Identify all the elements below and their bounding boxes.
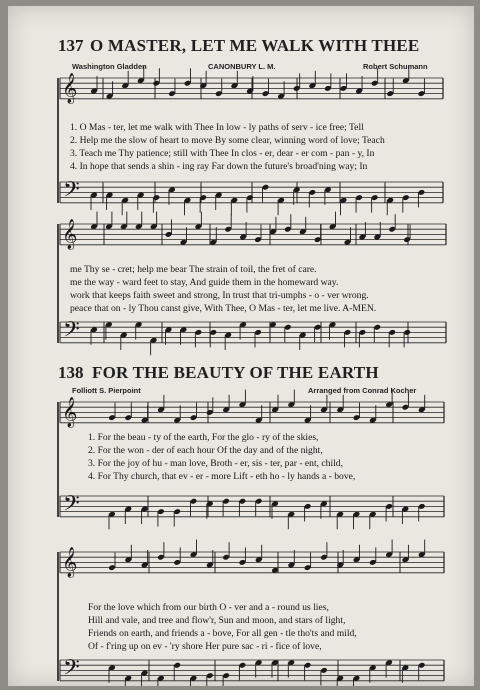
hymn-138-verse-3-line-1: 3. For the joy of hu - man love, Broth - er, sis - ter, par - ent, child, bbox=[88, 458, 344, 469]
hymn-137-number: 137 bbox=[58, 36, 84, 55]
hymn-137-tune: CANONBURY L. M. bbox=[208, 62, 276, 71]
hymn-138-verse-4-line-1: 4. For Thy church, that ev - er - more Lift - eth ho - ly hands a - bove, bbox=[88, 471, 356, 482]
hymn-137-verse-2-line-2: me the way - ward feet to stay, And guide them in the homeward way. bbox=[70, 277, 339, 288]
treble-clef-icon: 𝄞 bbox=[62, 219, 78, 250]
hymn-137-composer: Robert Schumann bbox=[363, 62, 428, 71]
hymn-138-verse-2-line-2: Hill and vale, and tree and flow'r, Sun and moon, and stars of light, bbox=[88, 615, 346, 626]
hymn-137-verse-1-line-2: me Thy se - cret; help me bear The strain of toil, the fret of care. bbox=[70, 264, 317, 275]
hymn-137-verse-2-line-1: 2. Help me the slow of heart to move By some clear, winning word of love; Teach bbox=[70, 135, 385, 146]
music-notation bbox=[8, 6, 474, 686]
hymn-138-verse-3-line-2: Friends on earth, and friends a - bove, For all gen - tle tho'ts and mild, bbox=[88, 628, 357, 639]
hymn-137-title: O MASTER, LET ME WALK WITH THEE bbox=[90, 36, 420, 55]
treble-clef-icon: 𝄞 bbox=[62, 397, 78, 428]
bass-clef-icon: 𝄢 bbox=[63, 317, 80, 348]
bass-clef-icon: 𝄢 bbox=[63, 491, 80, 522]
hymn-138-verse-4-line-2: Of - f'ring up on ev - 'ry shore Her pure sac - ri - fice of love, bbox=[88, 641, 322, 652]
hymn-137-verse-4-line-1: 4. In hope that sends a shin - ing ray Far down the future's broad'ning way; In bbox=[70, 161, 368, 172]
hymn-138-verse-1-line-2: For the love which from our birth O - ver and a - round us lies, bbox=[88, 602, 329, 613]
bass-clef-icon: 𝄢 bbox=[63, 177, 80, 208]
hymn-138-number: 138 bbox=[58, 363, 84, 382]
hymn-137-verse-4-line-2: peace that on - ly Thou canst give, With Thee, O Mas - ter, let me live. A-MEN. bbox=[70, 303, 377, 314]
hymn-138-verse-2-line-1: 2. For the won - der of each hour Of the day and of the night, bbox=[88, 445, 323, 456]
hymn-137-author: Washington Gladden bbox=[72, 62, 147, 71]
treble-clef-icon: 𝄞 bbox=[62, 547, 78, 578]
hymnal-page bbox=[8, 6, 474, 686]
hymn-137-verse-1-line-1: 1. O Mas - ter, let me walk with Thee In low - ly paths of serv - ice free; Tell bbox=[70, 122, 364, 133]
treble-clef-icon: 𝄞 bbox=[62, 73, 78, 104]
bass-clef-icon: 𝄢 bbox=[63, 655, 80, 686]
hymn-138-arranger: Arranged from Conrad Kocher bbox=[308, 386, 417, 395]
hymn-138-title: FOR THE BEAUTY OF THE EARTH bbox=[92, 363, 379, 382]
hymn-138-verse-1-line-1: 1. For the beau - ty of the earth, For the glo - ry of the skies, bbox=[88, 432, 319, 443]
hymn-137-verse-3-line-1: 3. Teach me Thy patience; still with Thee In clos - er, dear - er com - pan - y, In bbox=[70, 148, 375, 159]
hymn-137-verse-3-line-2: work that keeps faith sweet and strong, In trust that tri-umphs - o - ver wrong. bbox=[70, 290, 369, 301]
hymn-138-author: Folliott S. Pierpoint bbox=[72, 386, 141, 395]
